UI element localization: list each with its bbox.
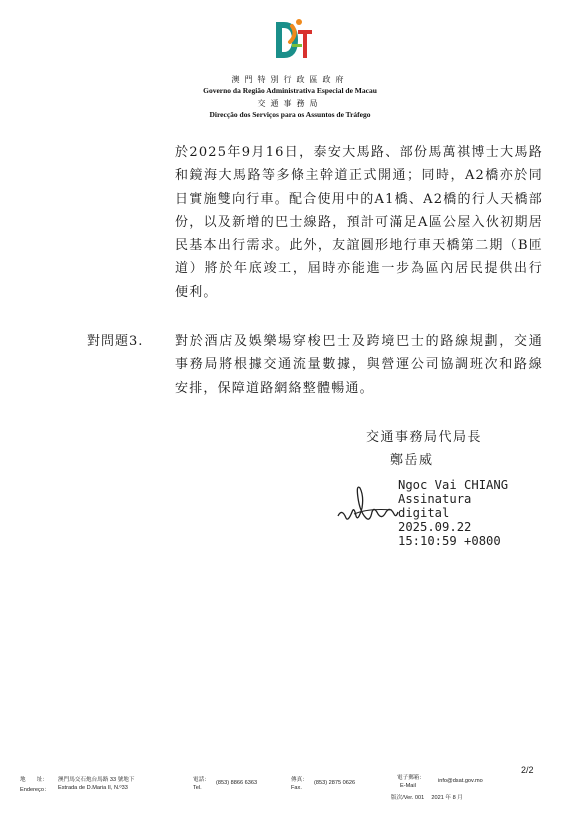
footer-phone-label-pt: Tel.: [193, 785, 202, 791]
department-name-pt: Direcção dos Serviços para os Assuntos de Tráfego: [209, 110, 371, 119]
footer-phone-label-zh: 電話：: [193, 777, 210, 783]
department-name-zh: 交通事務局: [257, 99, 323, 108]
footer-fax: (853) 2875 0626: [314, 780, 356, 786]
paragraph-1: 於2025年9月16日，泰安大馬路、部份馬萬祺博士大馬路和鏡海大馬路等多條主幹道正式開通；同時，A2橋亦於同日實施雙向行車。配合使用中的A1橋、A2橋的行人天橋部份，以及新增的巴士線路，預計可滿足A區公屋入伙初期居民基本出行需求。此外，友誼圓形地行車天橋第二期（B匝道）將於年底竣工，屆時亦能進一步為區內居民提供出行便利。: [175, 145, 543, 300]
footer-phone: (853) 8866 6363: [216, 780, 258, 786]
signer-title: 交通事務局代局長: [366, 430, 483, 445]
signer-name: 鄭岳威: [390, 453, 434, 468]
digital-date: 2025.09.22: [398, 520, 472, 534]
dsat-logo-icon: [268, 16, 316, 64]
footer-address-pt: Estrada de D.Maria II, N.º33: [58, 785, 128, 791]
government-name-zh: 澳門特別行政區政府: [231, 75, 349, 84]
page-number: 2/2: [521, 765, 534, 775]
footer-address-zh: 澳門馬交石炮台馬路 33 號地下: [58, 777, 135, 783]
government-name-pt: Governo da Região Administrativa Especial de Macau: [203, 86, 377, 95]
footer-email-label-zh: 電子郵箱：: [397, 775, 425, 781]
footer-version: 版次/Ver. 001 2021 年 8 月: [391, 795, 463, 801]
digital-label-1: Assinatura: [398, 492, 472, 506]
paragraph-2: 對於酒店及娛樂場穿梭巴士及跨境巴士的路線規劃，交通事務局將根據交通流量數據，與營運公司協調班次和路線安排，保障道路網絡整體暢通。: [175, 334, 543, 396]
footer-email[interactable]: info@dsat.gov.mo: [438, 778, 483, 784]
handwritten-signature-icon: [334, 478, 400, 528]
digital-label-2: digital: [398, 506, 450, 520]
question-3-label: 對問題3.: [87, 334, 144, 349]
footer-fax-label-zh: 傳真：: [291, 777, 308, 783]
footer-email-label-pt: E-Mail: [400, 783, 416, 789]
footer-fax-label-pt: Fax.: [291, 785, 302, 791]
footer-address-label-zh: 地 址：: [20, 777, 48, 783]
footer-address-label-pt: Endereço：: [20, 787, 50, 793]
digital-signer: Ngoc Vai CHIANG: [398, 478, 509, 492]
digital-signature-block: [398, 478, 508, 548]
digital-time: 15:10:59 +0800: [398, 534, 501, 548]
